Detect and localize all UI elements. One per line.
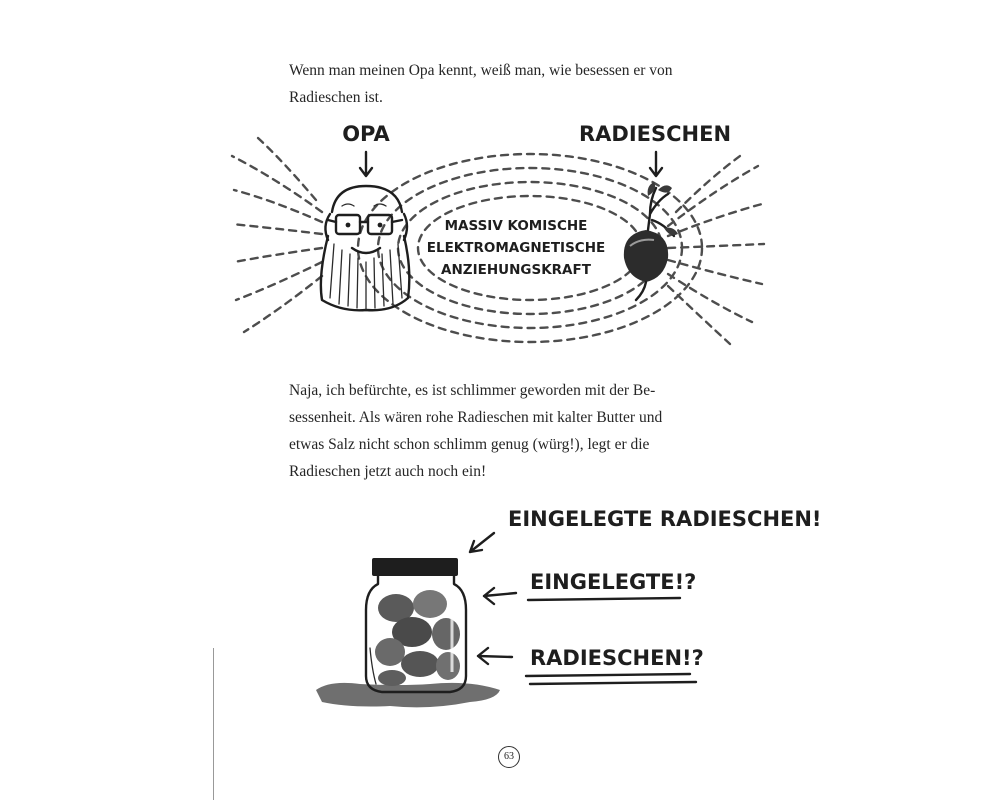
- arrow-down-icon: [650, 152, 662, 176]
- arrow-left-icon: [478, 648, 512, 664]
- puddle: [316, 683, 500, 707]
- paragraph-line: Radieschen ist.: [289, 89, 383, 106]
- caption-radieschen: RADIESCHEN!?: [530, 646, 704, 670]
- double-underline: [526, 674, 696, 684]
- paragraph-line: Wenn man meinen Opa kennt, weiß man, wie besessen er von: [289, 62, 673, 79]
- field-caption-line: MASSIV KOMISCHE: [444, 218, 588, 234]
- radish-contents: [375, 590, 460, 686]
- page-number: 63: [498, 746, 520, 768]
- caption-eingelegte-radieschen: EINGELEGTE RADIESCHEN!: [508, 507, 822, 531]
- grandpa-head: [321, 186, 409, 310]
- jar-icon: [366, 558, 466, 692]
- magnet-illustration: [0, 0, 1000, 360]
- caption-eingelegte: EINGELEGTE!?: [530, 570, 697, 594]
- paragraph-line: sessenheit. Als wären rohe Radieschen mit kalter Butter und: [289, 409, 663, 426]
- label-radieschen: RADIESCHEN: [578, 122, 732, 146]
- second-paragraph: [289, 377, 662, 485]
- field-caption-line: ELEKTROMAGNETISCHE: [426, 240, 606, 256]
- paragraph-line: Naja, ich befürchte, es ist schlimmer geworden mit der Be-: [289, 382, 656, 399]
- arrow-icon: [470, 533, 494, 552]
- field-caption-line: ANZIEHUNGSKRAFT: [441, 262, 591, 278]
- paragraph-line: Radieschen jetzt auch noch ein!: [289, 463, 487, 480]
- arrow-down-icon: [360, 152, 372, 176]
- paragraph-line: etwas Salz nicht schon schlimm genug (würg!), legt er die: [289, 436, 650, 453]
- margin-rule: [213, 648, 214, 800]
- label-opa: OPA: [342, 122, 390, 146]
- arrow-left-icon: [484, 588, 516, 604]
- underline: [528, 598, 680, 600]
- radish-icon: [624, 182, 678, 300]
